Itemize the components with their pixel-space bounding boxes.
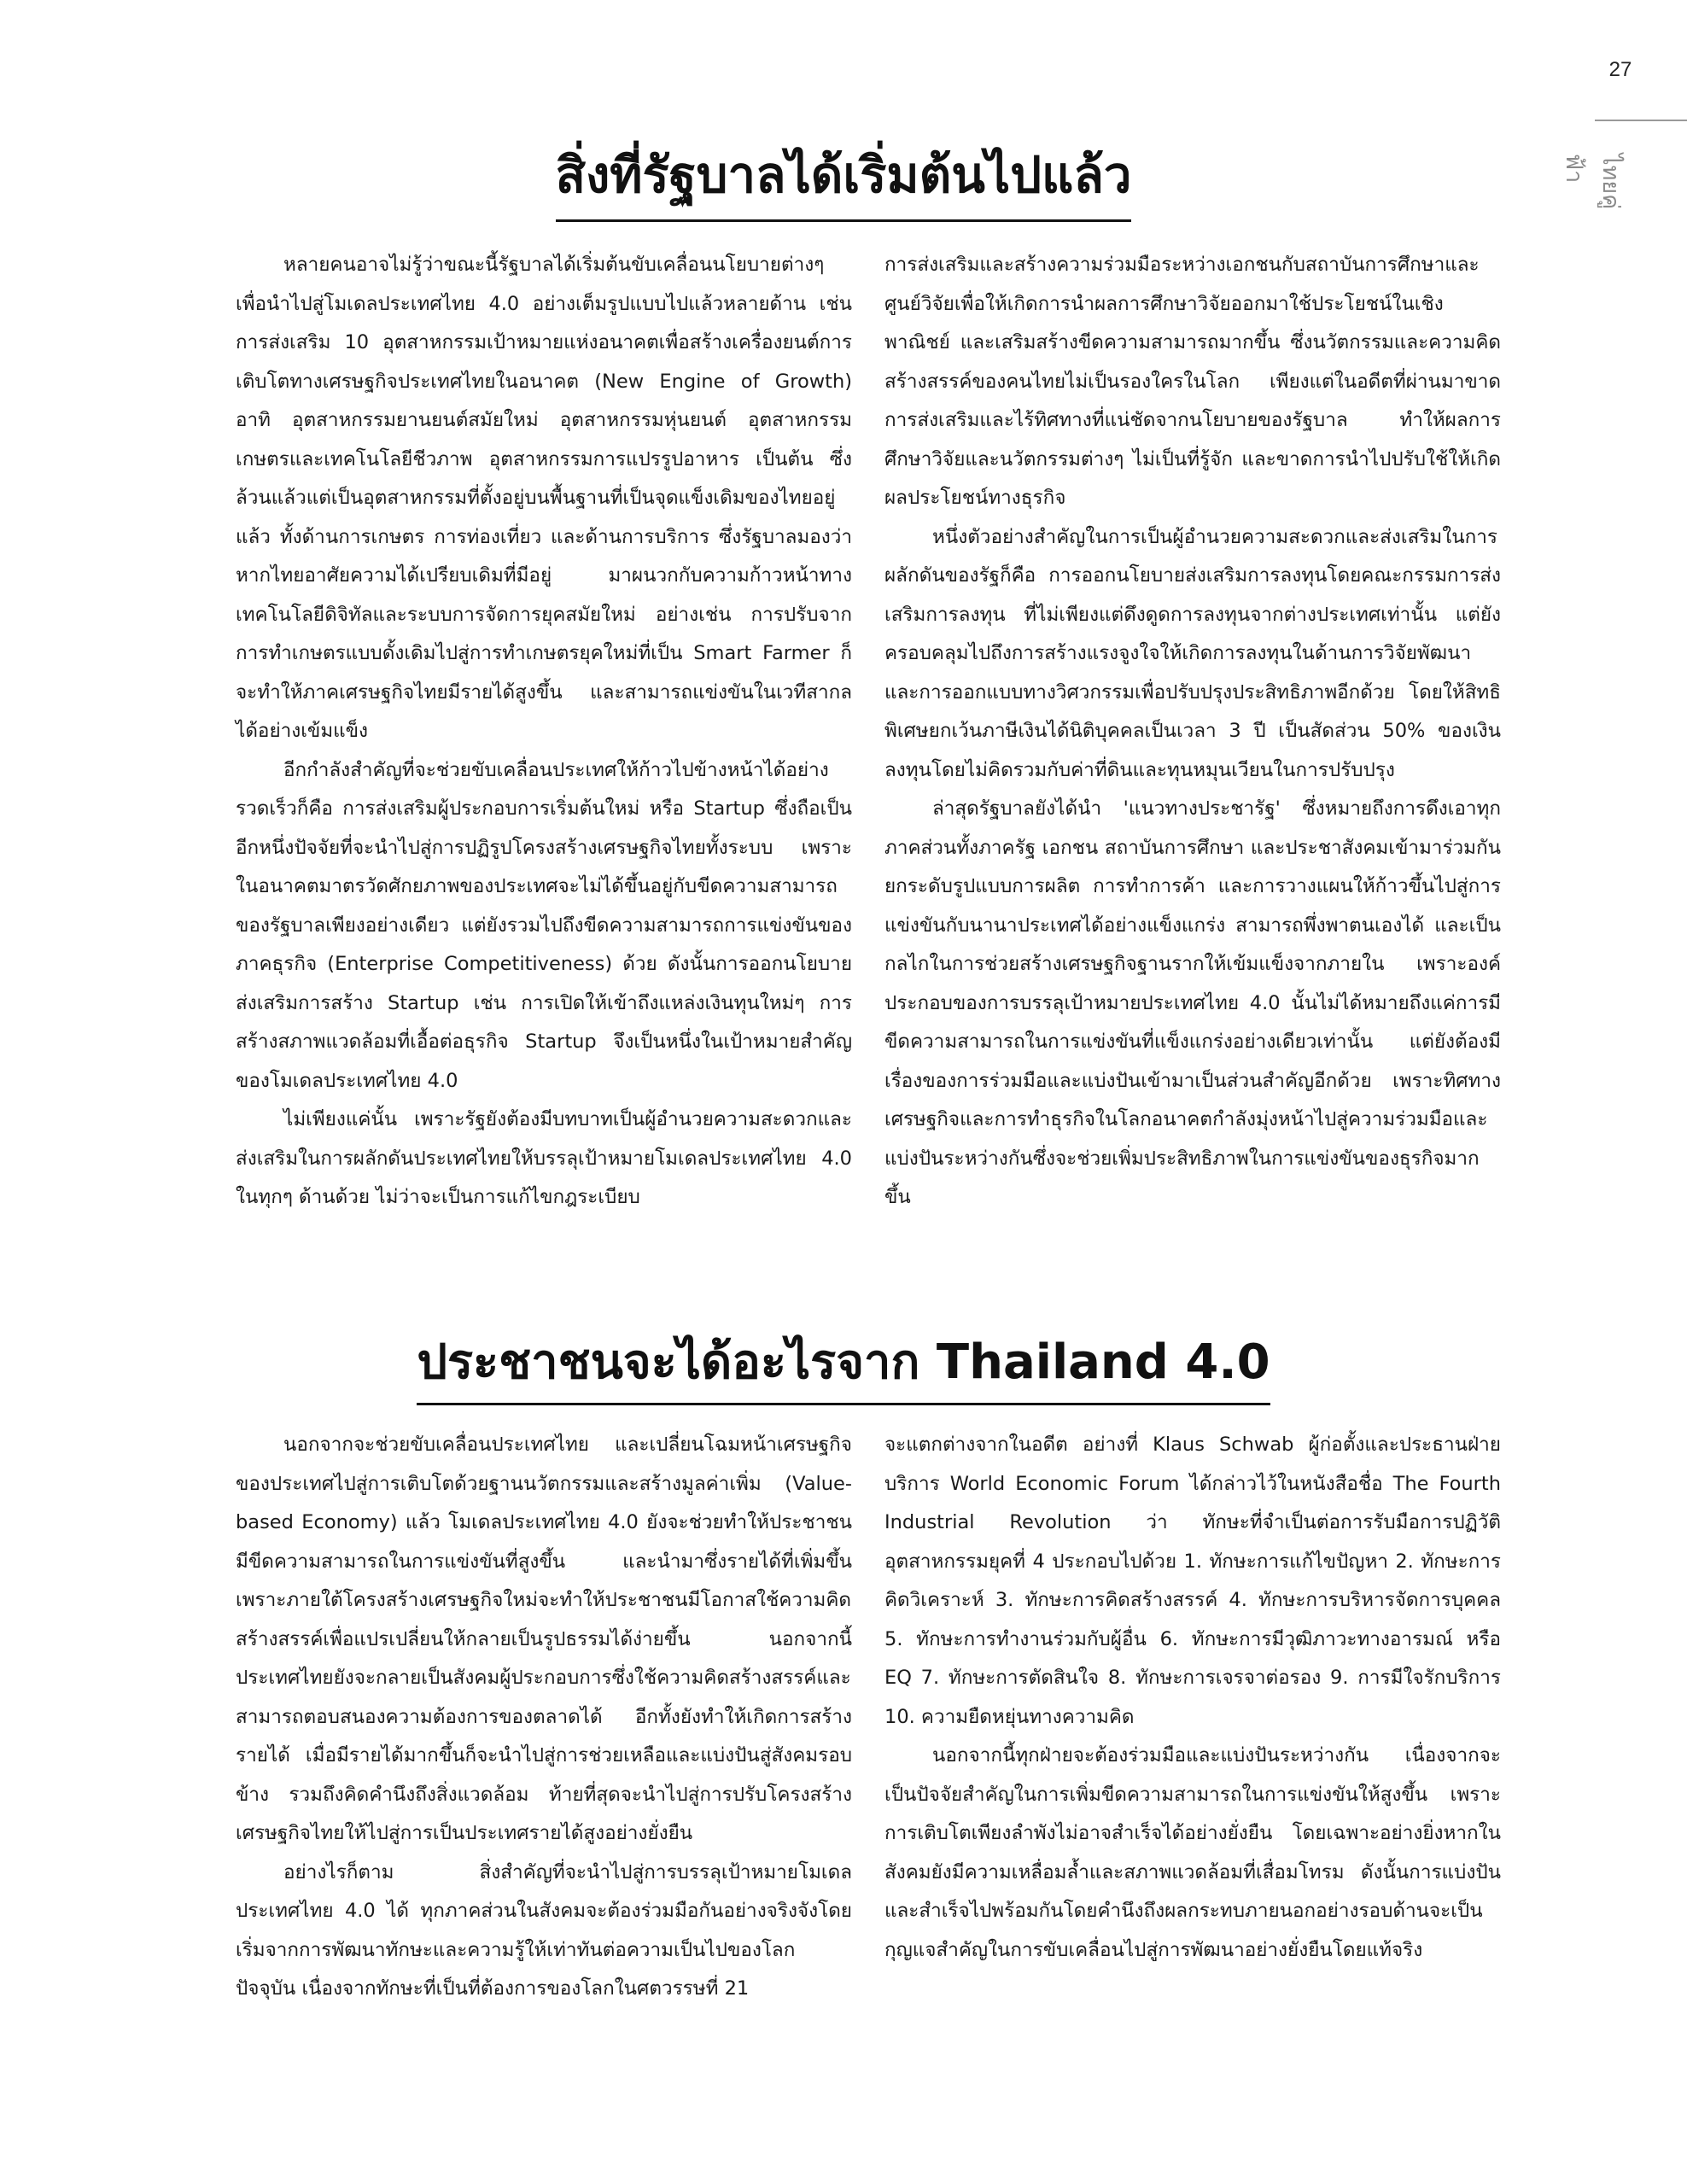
section-1-left-column <box>236 246 852 1218</box>
header-rule <box>1595 120 1687 121</box>
paragraph: ไม่เพียงแค่นั้น เพราะรัฐยังต้องมีบทบาทเป็นผู้อำนวยความสะดวกและส่งเสริมในการผลักดันประเทศไทยให้บรรลุเป้าหมายโมเดลประเทศไทย 4.0 ในทุกๆ ด้านด้วย ไม่ว่าจะเป็นการแก้ไขกฎระเบียบ <box>236 1108 852 1208</box>
section-1-title <box>0 135 1687 222</box>
paragraph: อย่างไรก็ตาม สิ่งสำคัญที่จะนำไปสู่การบรรลุเป้าหมายโมเดลประเทศไทย 4.0 ได้ ทุกภาคส่วนในสังคมจะต้องร่วมมือกันอย่างจริงจังโดยเริ่มจากการพัฒนาทักษะและความรู้ให้เท่าทันต่อความเป็นไปของโลกปัจจุบัน เนื่องจากทักษะที่เป็นที่ต้องการของโลกในศตวรรษที่ 21 <box>236 1860 852 2000</box>
paragraph: จะแตกต่างจากในอดีต อย่างที่ Klaus Schwab ผู้ก่อตั้งและประธานฝ่ายบริการ World Economic Forum ได้กล่าวไว้ในหนังสือชื่อ The Fourth Industrial Revolution ว่า ทักษะที่จำเป็นต่อการรับมือการปฏิวัติอุตสาหกรรมยุคที่ 4 ประกอบไปด้วย 1. ทักษะการแก้ไขปัญหา 2. ทักษะการคิดวิเคราะห์ 3. ทักษะการคิดสร้างสรรค์ 4. ทักษะการบริหารจัดการบุคคล 5. ทักษะการทำงานร่วมกับผู้อื่น 6. ทักษะการมีวุฒิภาวะทางอารมณ์ หรือ EQ 7. ทักษะการตัดสินใจ 8. ทักษะการเจรจาต่อรอง 9. การมีใจรักบริการ 10. ความยืดหยุ่นทางความคิด <box>884 1434 1501 1728</box>
page-number: 27 <box>1608 58 1632 81</box>
section-2-title <box>0 1323 1687 1405</box>
paragraph: การส่งเสริมและสร้างความร่วมมือระหว่างเอกชนกับสถาบันการศึกษาและศูนย์วิจัยเพื่อให้เกิดการนำผลการศึกษาวิจัยออกมาใช้ประโยชน์ในเชิงพาณิชย์ และเสริมสร้างขีดความสามารถมากขึ้น ซึ่งนวัตกรรมและความคิดสร้างสรรค์ของคนไทยไม่เป็นรองใครในโลก เพียงแต่ในอดีตที่ผ่านมาขาดการส่งเสริมและไร้ทิศทางที่แน่ชัดจากนโยบายของรัฐบาล ทำให้ผลการศึกษาวิจัยและนวัตกรรมต่างๆ ไม่เป็นที่รู้จัก และขาดการนำไปปรับใช้ให้เกิดผลประโยชน์ทางธุรกิจ <box>884 254 1501 509</box>
paragraph: หลายคนอาจไม่รู้ว่าขณะนี้รัฐบาลได้เริ่มต้นขับเคลื่อนนโยบายต่างๆ เพื่อนำไปสู่โมเดลประเทศไทย 4.0 อย่างเต็มรูปแบบไปแล้วหลายด้าน เช่น การส่งเสริม 10 อุตสาหกรรมเป้าหมายแห่งอนาคตเพื่อสร้างเครื่องยนต์การเติบโตทางเศรษฐกิจประเทศไทยในอนาคต (New Engine of Growth) อาทิ อุตสาหกรรมยานยนต์สมัยใหม่ อุตสาหกรรมหุ่นยนต์ อุตสาหกรรมเกษตรและเทคโนโลยีชีวภาพ อุตสาหกรรมการแปรรูปอาหาร เป็นต้น ซึ่งล้วนแล้วแต่เป็นอุตสาหกรรมที่ตั้งอยู่บนพื้นฐานที่เป็นจุดแข็งเดิมของไทยอยู่แล้ว ทั้งด้านการเกษตร การท่องเที่ยว และด้านการบริการ ซึ่งรัฐบาลมองว่าหากไทยอาศัยความได้เปรียบเดิมที่มีอยู่ มาผนวกกับความก้าวหน้าทางเทคโนโลยีดิจิทัลและระบบการจัดการยุคสมัยใหม่ อย่างเช่น การปรับจากการทำเกษตรแบบดั้งเดิมไปสู่การทำเกษตรยุคใหม่ที่เป็น Smart Farmer ก็จะทำให้ภาคเศรษฐกิจไทยมีรายได้สูงขึ้น และสามารถแข่งขันในเวทีสากลได้อย่างเข้มแข็ง <box>236 254 852 742</box>
section-2-right-column <box>884 1426 1501 1970</box>
paragraph: หนึ่งตัวอย่างสำคัญในการเป็นผู้อำนวยความสะดวกและส่งเสริมในการผลักดันของรัฐก็คือ การออกนโยบายส่งเสริมการลงทุนโดยคณะกรรมการส่งเสริมการลงทุน ที่ไม่เพียงแต่ดึงดูดการลงทุนจากต่างประเทศเท่านั้น แต่ยังครอบคลุมไปถึงการสร้างแรงจูงใจให้เกิดการลงทุนในด้านการวิจัยพัฒนา และการออกแบบทางวิศวกรรมเพื่อปรับปรุงประสิทธิภาพอีกด้วย โดยให้สิทธิพิเศษยกเว้นภาษีเงินได้นิติบุคคลเป็นเวลา 3 ปี เป็นสัดส่วน 50% ของเงินลงทุนโดยไม่คิดรวมกับค่าที่ดินและทุนหมุนเวียนในการปรับปรุง <box>884 525 1501 781</box>
side-section-label: ไทยคู่ฟ้า <box>1561 154 1624 210</box>
section-2-left-column <box>236 1426 852 2009</box>
section-1-right-column <box>884 246 1501 1218</box>
paragraph: อีกกำลังสำคัญที่จะช่วยขับเคลื่อนประเทศให้ก้าวไปข้างหน้าได้อย่างรวดเร็วก็คือ การส่งเสริมผู้ประกอบการเริ่มต้นใหม่ หรือ Startup ซึ่งถือเป็นอีกหนึ่งปัจจัยที่จะนำไปสู่การปฏิรูปโครงสร้างเศรษฐกิจไทยทั้งระบบ เพราะในอนาคตมาตรวัดศักยภาพของประเทศจะไม่ได้ขึ้นอยู่กับขีดความสามารถของรัฐบาลเพียงอย่างเดียว แต่ยังรวมไปถึงขีดความสามารถการแข่งขันของภาคธุรกิจ (Enterprise Competitiveness) ด้วย ดังนั้นการออกนโยบายส่งเสริมการสร้าง Startup เช่น การเปิดให้เข้าถึงแหล่งเงินทุนใหม่ๆ การสร้างสภาพแวดล้อมที่เอื้อต่อธุรกิจ Startup จึงเป็นหนึ่งในเป้าหมายสำคัญของโมเดลประเทศไทย 4.0 <box>236 758 852 1092</box>
paragraph: นอกจากจะช่วยขับเคลื่อนประเทศไทย และเปลี่ยนโฉมหน้าเศรษฐกิจของประเทศไปสู่การเติบโตด้วยฐานนวัตกรรมและสร้างมูลค่าเพิ่ม (Value-based Economy) แล้ว โมเดลประเทศไทย 4.0 ยังจะช่วยทำให้ประชาชนมีขีดความสามารถในการแข่งขันที่สูงขึ้น และนำมาซึ่งรายได้ที่เพิ่มขึ้น เพราะภายใต้โครงสร้างเศรษฐกิจใหม่จะทำให้ประชาชนมีโอกาสใช้ความคิดสร้างสรรค์เพื่อแปรเปลี่ยนให้กลายเป็นรูปธรรมได้ง่ายขึ้น นอกจากนี้ประเทศไทยยังจะกลายเป็นสังคมผู้ประกอบการซึ่งใช้ความคิดสร้างสรรค์และสามารถตอบสนองความต้องการของตลาดได้ อีกทั้งยังทำให้เกิดการสร้างรายได้ เมื่อมีรายได้มากขึ้นก็จะนำไปสู่การช่วยเหลือและแบ่งปันสู่สังคมรอบข้าง รวมถึงคิดคำนึงถึงสิ่งแวดล้อม ท้ายที่สุดจะนำไปสู่การปรับโครงสร้างเศรษฐกิจไทยให้ไปสู่การเป็นประเทศรายได้สูงอย่างยั่งยืน <box>236 1434 852 1844</box>
section-1-title-text: สิ่งที่รัฐบาลได้เริ่มต้นไปแล้ว <box>556 135 1132 222</box>
section-2-title-text: ประชาชนจะได้อะไรจาก Thailand 4.0 <box>417 1323 1270 1405</box>
paragraph: นอกจากนี้ทุกฝ่ายจะต้องร่วมมือและแบ่งปันระหว่างกัน เนื่องจากจะเป็นปัจจัยสำคัญในการเพิ่มขีดความสามารถในการแข่งขันให้สูงขึ้น เพราะการเติบโตเพียงลำพังไม่อาจสำเร็จได้อย่างยั่งยืน โดยเฉพาะอย่างยิ่งหากในสังคมยังมีความเหลื่อมล้ำและสภาพแวดล้อมที่เสื่อมโทรม ดังนั้นการแบ่งปันและสำเร็จไปพร้อมกันโดยคำนึงถึงผลกระทบภายนอกอย่างรอบด้านจะเป็นกุญแจสำคัญในการขับเคลื่อนไปสู่การพัฒนาอย่างยั่งยืนโดยแท้จริง <box>884 1744 1501 1961</box>
paragraph: ล่าสุดรัฐบาลยังได้นำ 'แนวทางประชารัฐ' ซึ่งหมายถึงการดึงเอาทุกภาคส่วนทั้งภาครัฐ เอกชน สถาบันการศึกษา และประชาสังคมเข้ามาร่วมกันยกระดับรูปแบบการผลิต การทำการค้า และการวางแผนให้ก้าวขึ้นไปสู่การแข่งขันกับนานาประเทศได้อย่างแข็งแกร่ง สามารถพึ่งพาตนเองได้ และเป็นกลไกในการช่วยสร้างเศรษฐกิจฐานรากให้เข้มแข็งจากภายใน เพราะองค์ประกอบของการบรรลุเป้าหมายประเทศไทย 4.0 นั้นไม่ได้หมายถึงแค่การมีขีดความสามารถในการแข่งขันที่แข็งแกร่งอย่างเดียวเท่านั้น แต่ยังต้องมีเรื่องของการร่วมมือและแบ่งปันเข้ามาเป็นส่วนสำคัญอีกด้วย เพราะทิศทางเศรษฐกิจและการทำธุรกิจในโลกอนาคตกำลังมุ่งหน้าไปสู่ความร่วมมือและแบ่งปันระหว่างกันซึ่งจะช่วยเพิ่มประสิทธิภาพในการแข่งขันของธุรกิจมากขึ้น <box>884 797 1501 1208</box>
